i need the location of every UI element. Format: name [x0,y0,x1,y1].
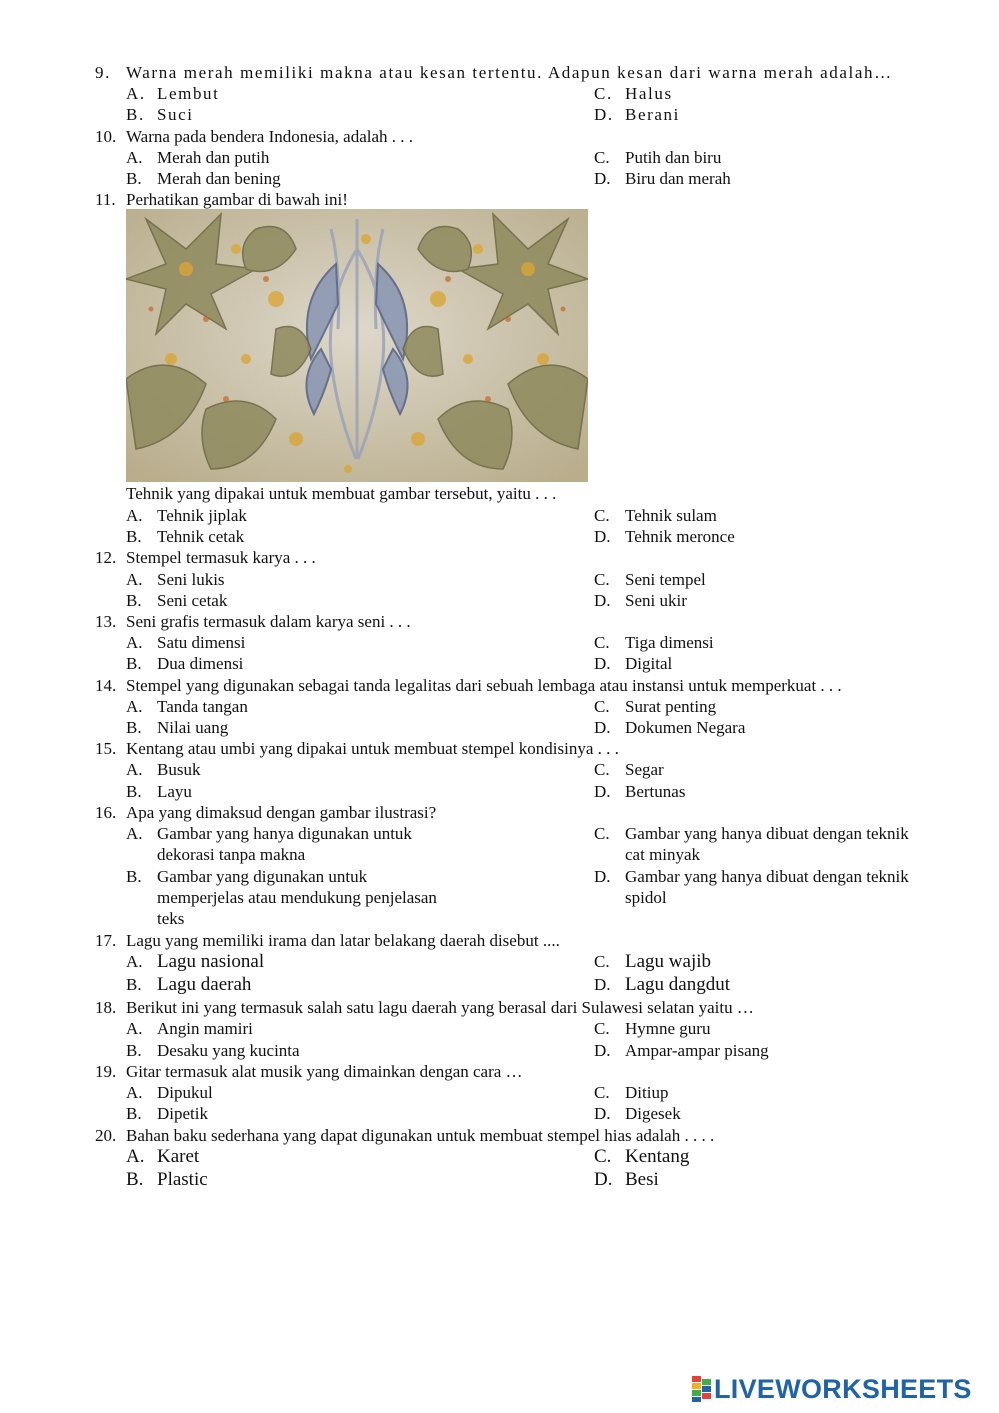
option-letter: B. [126,718,142,737]
option-letter: A. [126,697,143,716]
option-label: Biru dan merah [625,169,731,188]
option-a[interactable] [126,505,247,526]
question-text: Stempel yang digunakan sebagai tanda legalitas dari sebuah lembaga atau instansi untuk memperkuat . . . [126,676,842,695]
option-letter: D. [594,591,611,610]
option-label-line-1: Gambar yang hanya dibuat dengan teknik [625,824,909,843]
option-a[interactable] [126,823,412,865]
question-number: 14. [95,676,117,695]
option-label: Halus [625,84,673,103]
option-label: Dokumen Negara [625,718,746,737]
option-label: Lembut [157,84,220,103]
option-label: Tehnik cetak [157,527,245,546]
option-label: Digesek [625,1104,681,1123]
question-number: 13. [95,612,117,631]
question-text: Seni grafis termasuk dalam karya seni . . . [126,612,411,631]
liveworksheets-logo-text: LIVEWORKSHEETS [714,1374,972,1404]
option-c[interactable] [594,1082,668,1103]
option-label: Berani [625,105,680,124]
option-letter: B. [126,975,142,994]
option-label: Tehnik meronce [625,527,735,546]
question-number: 10. [95,127,117,146]
option-b[interactable] [126,1169,208,1190]
option-d[interactable] [594,526,735,547]
option-label: Karet [157,1146,200,1167]
option-b[interactable] [126,104,194,125]
option-letter: B. [126,1104,142,1123]
option-label: Satu dimensi [157,633,246,652]
option-letter: C. [594,824,610,843]
option-label: Lagu wajib [625,951,712,972]
option-d[interactable] [594,717,745,738]
option-label: Kentang [625,1146,690,1167]
option-a[interactable] [126,759,200,780]
option-label: Putih dan biru [625,148,722,167]
option-a[interactable] [126,1146,199,1167]
option-d[interactable] [594,866,909,908]
option-label: Ampar-ampar pisang [625,1041,769,1060]
question-number: 20. [95,1126,117,1145]
option-label: Nilai uang [157,718,229,737]
option-letter: A. [126,760,143,779]
option-letter: B. [126,527,142,546]
option-label: Plastic [157,1169,208,1190]
option-label: Seni ukir [625,591,687,610]
option-c[interactable] [594,1018,710,1039]
option-label: Tehnik sulam [625,506,717,525]
option-letter: D. [594,169,611,188]
option-letter: A. [126,570,143,589]
option-d[interactable] [594,653,672,674]
option-letter: D. [594,718,611,737]
liveworksheets-logo-icon [692,1376,712,1402]
option-b[interactable] [126,974,251,995]
question-text: Stempel termasuk karya . . . [126,548,316,567]
option-letter: D. [594,867,611,886]
option-b[interactable] [126,717,228,738]
option-letter: B. [126,1169,144,1190]
option-b[interactable] [126,590,227,611]
option-d[interactable] [594,1103,681,1124]
option-letter: C. [594,84,613,103]
option-label: Busuk [157,760,201,779]
option-letter: D. [594,975,611,994]
option-a[interactable] [126,1018,253,1039]
leaf-print-image [126,209,588,482]
question-number: 15. [95,739,117,758]
question-followup: Tehnik yang dipakai untuk membuat gambar tersebut, yaitu . . . [126,484,557,503]
question-number: 12. [95,548,117,567]
option-b[interactable] [126,781,192,802]
option-label: Dipetik [157,1104,208,1123]
option-label: Segar [625,760,664,779]
option-c[interactable] [594,147,721,168]
option-letter: B. [126,591,142,610]
option-c[interactable] [594,632,714,653]
option-letter: D. [594,1041,611,1060]
question-text: Apa yang dimaksud dengan gambar ilustrasi? [126,803,437,822]
option-label: Merah dan putih [157,148,270,167]
option-label-line-2: spidol [625,888,667,907]
option-letter: D. [594,1169,613,1190]
option-c[interactable] [594,1146,689,1167]
question-text: Lagu yang memiliki irama dan latar belakang daerah disebut .... [126,931,560,950]
option-b[interactable] [126,526,244,547]
option-label-line-1: Gambar yang digunakan untuk [157,867,368,886]
option-letter: A. [126,148,143,167]
option-d[interactable] [594,104,680,125]
question-number: 11. [95,190,116,209]
option-letter: B. [126,654,142,673]
question-text: Bahan baku sederhana yang dapat digunakan untuk membuat stempel hias adalah . . . . [126,1126,715,1145]
question-text: Warna pada bendera Indonesia, adalah . . . [126,127,414,146]
option-label-line-2: cat minyak [625,845,701,864]
option-letter: C. [594,760,610,779]
option-d[interactable] [594,974,730,995]
liveworksheets-logo[interactable] [692,1374,972,1404]
option-letter: C. [594,1083,610,1102]
question-number: 16. [95,803,117,822]
option-b[interactable] [126,1040,300,1061]
question-text: Berikut ini yang termasuk salah satu lagu daerah yang berasal dari Sulawesi selatan yaitu … [126,998,754,1017]
option-a[interactable] [126,632,245,653]
option-d[interactable] [594,1169,659,1190]
question-text: Perhatikan gambar di bawah ini! [126,190,348,209]
option-c[interactable] [594,83,673,104]
option-d[interactable] [594,168,731,189]
option-letter: D. [594,1104,611,1123]
option-letter: B. [126,782,142,801]
option-label: Seni tempel [625,570,706,589]
option-b[interactable] [126,653,243,674]
option-c[interactable] [594,951,711,972]
option-b[interactable] [126,168,281,189]
option-letter: B. [126,169,142,188]
question-text: Gitar termasuk alat musik yang dimainkan dengan cara … [126,1062,523,1081]
option-label: Digital [625,654,673,673]
option-letter: D. [594,105,614,124]
option-letter: D. [594,527,611,546]
option-label: Bertunas [625,782,686,801]
option-b[interactable] [126,1103,208,1124]
question-text: Kentang atau umbi yang dipakai untuk membuat stempel kondisinya . . . [126,739,619,758]
question-number: 18. [95,998,117,1017]
option-label: Lagu daerah [157,974,252,995]
option-label: Desaku yang kucinta [157,1041,300,1060]
option-label: Angin mamiri [157,1019,253,1038]
option-letter: A. [126,824,143,843]
option-letter: D. [594,782,611,801]
option-label: Surat penting [625,697,717,716]
option-label: Layu [157,782,192,801]
option-c[interactable] [594,505,717,526]
option-letter: C. [594,506,610,525]
option-letter: A. [126,1146,145,1167]
option-label-line-2: memperjelas atau mendukung penjelasan [157,888,437,907]
option-letter: C. [594,570,610,589]
option-label: Dua dimensi [157,654,244,673]
option-letter: C. [594,1146,612,1167]
question-number: 9. [95,63,111,82]
option-a[interactable] [126,83,219,104]
option-label: Ditiup [625,1083,669,1102]
option-letter: A. [126,633,143,652]
option-d[interactable] [594,1040,769,1061]
option-letter: A. [126,1019,143,1038]
option-label: Hymne guru [625,1019,711,1038]
option-letter: C. [594,952,610,971]
option-a[interactable] [126,147,269,168]
option-label-line-1: Gambar yang hanya digunakan untuk [157,824,412,843]
option-a[interactable] [126,1082,213,1103]
option-letter: A. [126,1083,143,1102]
question-text: Warna merah memiliki makna atau kesan tertentu. Adapun kesan dari warna merah adalah… [126,63,893,82]
option-label: Tanda tangan [157,697,248,716]
option-letter: B. [126,1041,142,1060]
question-number: 19. [95,1062,117,1081]
option-c[interactable] [594,569,706,590]
option-c[interactable] [594,823,909,865]
option-letter: B. [126,105,145,124]
option-a[interactable] [126,569,225,590]
option-letter: B. [126,867,142,886]
option-letter: C. [594,1019,610,1038]
option-letter: D. [594,654,611,673]
option-label: Dipukul [157,1083,213,1102]
option-b[interactable] [126,866,437,929]
option-c[interactable] [594,696,716,717]
option-a[interactable] [126,951,264,972]
option-d[interactable] [594,590,687,611]
option-label-line-3: teks [157,909,185,928]
option-letter: C. [594,697,610,716]
question-number: 17. [95,931,117,950]
option-a[interactable] [126,696,248,717]
option-letter: A. [126,84,146,103]
option-label: Tehnik jiplak [157,506,247,525]
option-d[interactable] [594,781,685,802]
option-letter: C. [594,148,610,167]
option-label: Seni lukis [157,570,225,589]
option-label-line-2: dekorasi tanpa makna [157,845,306,864]
option-label: Tiga dimensi [625,633,714,652]
option-label: Lagu dangdut [625,974,731,995]
option-letter: C. [594,633,610,652]
option-letter: A. [126,952,143,971]
option-label: Besi [625,1169,659,1190]
option-letter: A. [126,506,143,525]
option-label: Merah dan bening [157,169,281,188]
option-c[interactable] [594,759,664,780]
option-label: Suci [157,105,194,124]
option-label: Seni cetak [157,591,228,610]
option-label: Lagu nasional [157,951,265,972]
option-label-line-1: Gambar yang hanya dibuat dengan teknik [625,867,909,886]
